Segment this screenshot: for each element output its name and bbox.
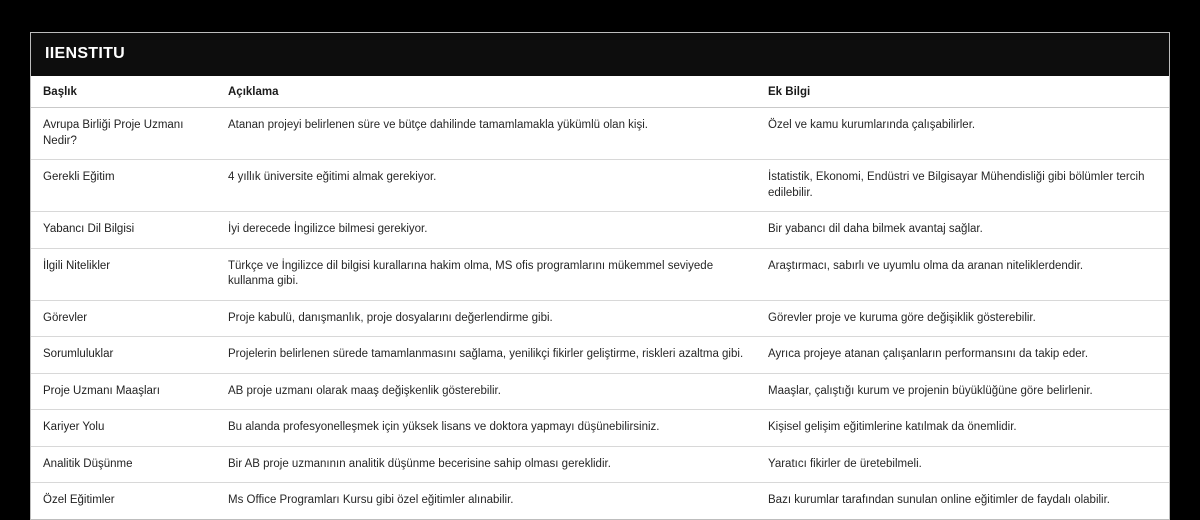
table-row [31, 108, 1169, 160]
cell-ek-bilgi: Araştırmacı, sabırlı ve uyumlu olma da aranan niteliklerdendir. [756, 248, 1169, 300]
table-header-row [31, 76, 1169, 108]
cell-ek-bilgi: Bazı kurumlar tarafından sunulan online eğitimler de faydalı olabilir. [768, 494, 1110, 507]
cell-baslik: Görevler [31, 300, 216, 337]
cell-baslik: Proje Uzmanı Maaşları [31, 373, 216, 410]
table-row [31, 300, 1169, 337]
cell-baslik: Gerekli Eğitim [31, 160, 216, 212]
cell-baslik: Kariyer Yolu [31, 410, 216, 447]
cell-baslik: Özel Eğitimler [43, 494, 115, 507]
cell-aciklama: 4 yıllık üniversite eğitimi almak gerekiyor. [216, 160, 756, 212]
cell-baslik: İlgili Nitelikler [31, 248, 216, 300]
cell-aciklama: İyi derecede İngilizce bilmesi gerekiyor. [216, 212, 756, 249]
cell-baslik: Avrupa Birliği Proje Uzmanı Nedir? [31, 108, 216, 160]
table-row [31, 410, 1169, 447]
table-row [31, 248, 1169, 300]
brand-title: IIENSTITU [45, 45, 126, 62]
cell-aciklama: Bir AB proje uzmanının analitik düşünme becerisine sahip olması gereklidir. [216, 446, 756, 483]
cell-baslik: Analitik Düşünme [31, 446, 216, 483]
cell-ek-bilgi: Yaratıcı fikirler de üretebilmeli. [756, 446, 1169, 483]
cell-aciklama: Proje kabulü, danışmanlık, proje dosyalarını değerlendirme gibi. [216, 300, 756, 337]
cell-ek-bilgi: İstatistik, Ekonomi, Endüstri ve Bilgisayar Mühendisliği gibi bölümler tercih edilebilir. [756, 160, 1169, 212]
cell-aciklama: Projelerin belirlenen sürede tamamlanmasını sağlama, yenilikçi fikirler geliştirme, riskleri azaltma gibi. [216, 337, 756, 374]
table-head [31, 76, 1169, 108]
cell-baslik: Yabancı Dil Bilgisi [31, 212, 216, 249]
brand-header [31, 33, 1169, 76]
cell-ek-bilgi: Ayrıca projeye atanan çalışanların performansını da takip eder. [756, 337, 1169, 374]
table-row [31, 373, 1169, 410]
cell-aciklama: Ms Office Programları Kursu gibi özel eğitimler alınabilir. [228, 494, 514, 507]
column-header-aciklama: Açıklama [216, 76, 756, 108]
table-row [31, 446, 1169, 483]
table-row [31, 337, 1169, 374]
info-table-card [30, 32, 1170, 520]
column-header-ek-bilgi: Ek Bilgi [756, 76, 1169, 108]
table-row [31, 212, 1169, 249]
cell-aciklama: AB proje uzmanı olarak maaş değişkenlik gösterebilir. [216, 373, 756, 410]
table-row [31, 483, 1169, 519]
cell-ek-bilgi: Görevler proje ve kuruma göre değişiklik gösterebilir. [756, 300, 1169, 337]
cell-aciklama: Bu alanda profesyonelleşmek için yüksek lisans ve doktora yapmayı düşünebilirsiniz. [216, 410, 756, 447]
cell-ek-bilgi: Maaşlar, çalıştığı kurum ve projenin büyüklüğüne göre belirlenir. [756, 373, 1169, 410]
cell-baslik: Sorumluluklar [31, 337, 216, 374]
table-body [31, 108, 1169, 519]
cell-ek-bilgi: Özel ve kamu kurumlarında çalışabilirler. [756, 108, 1169, 160]
cell-ek-bilgi: Bir yabancı dil daha bilmek avantaj sağlar. [756, 212, 1169, 249]
cell-aciklama: Atanan projeyi belirlenen süre ve bütçe dahilinde tamamlamakla yükümlü olan kişi. [216, 108, 756, 160]
column-header-baslik: Başlık [31, 76, 216, 108]
cell-aciklama: Türkçe ve İngilizce dil bilgisi kurallarına hakim olma, MS ofis programlarını mükemmel seviyede kullanma gibi. [216, 248, 756, 300]
table-row [31, 160, 1169, 212]
cell-ek-bilgi: Kişisel gelişim eğitimlerine katılmak da önemlidir. [756, 410, 1169, 447]
info-table [31, 76, 1169, 519]
